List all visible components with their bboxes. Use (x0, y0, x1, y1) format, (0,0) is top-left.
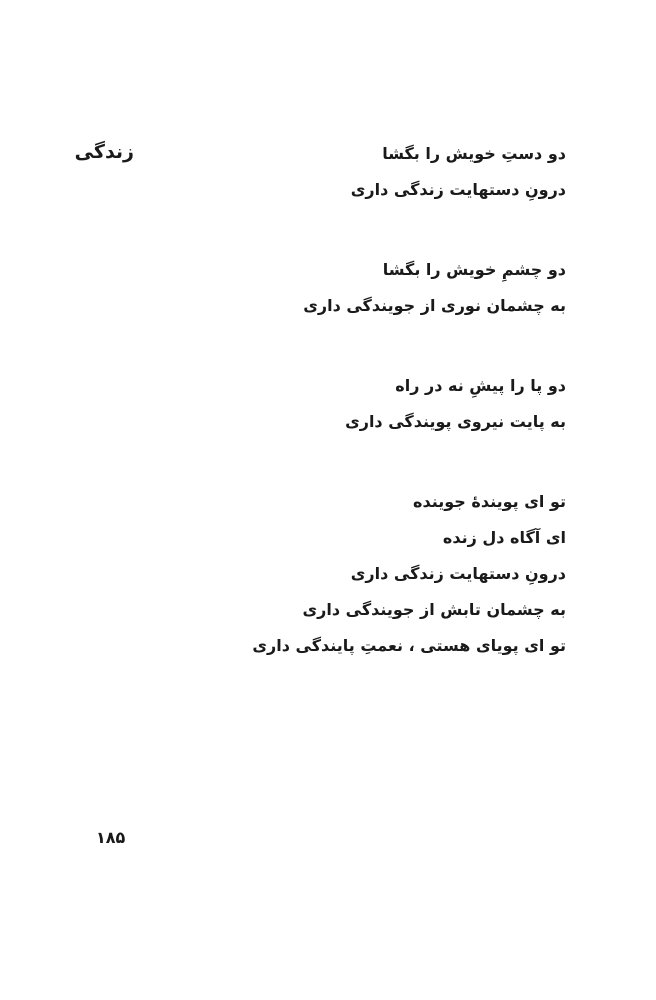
poem-line: درونِ دستهایت زندگی داری (350, 564, 566, 583)
poem-line: دو چشمِ خویش را بگشا (382, 260, 566, 279)
poem-line: درونِ دستهایت زندگی داری (350, 180, 566, 199)
stanza-2 (206, 252, 566, 324)
poem-body (206, 136, 566, 708)
stanza-3 (206, 368, 566, 440)
page-title: زندگی (74, 141, 134, 163)
poem-line: به چشمان تابش از جویندگی داری (302, 600, 566, 619)
page-number: ۱۸۵ (96, 828, 126, 847)
poem-line: به پایت نیروی پویندگی داری (345, 412, 566, 431)
poem-line: دو دستِ خویش را بگشا (382, 144, 566, 163)
poem-line: تو ای پویندهٔ جوینده (413, 492, 566, 511)
stanza-1 (206, 136, 566, 208)
poem-line: تو ای پویای هستی ، نعمتِ پایندگی داری (252, 636, 566, 655)
poem-line: به چشمان نوری از جویندگی داری (303, 296, 566, 315)
poem-line: دو پا را پیشِ نه در راه (395, 376, 566, 395)
poem-line: ای آگاه دل زنده (442, 528, 566, 547)
stanza-4 (206, 484, 566, 664)
